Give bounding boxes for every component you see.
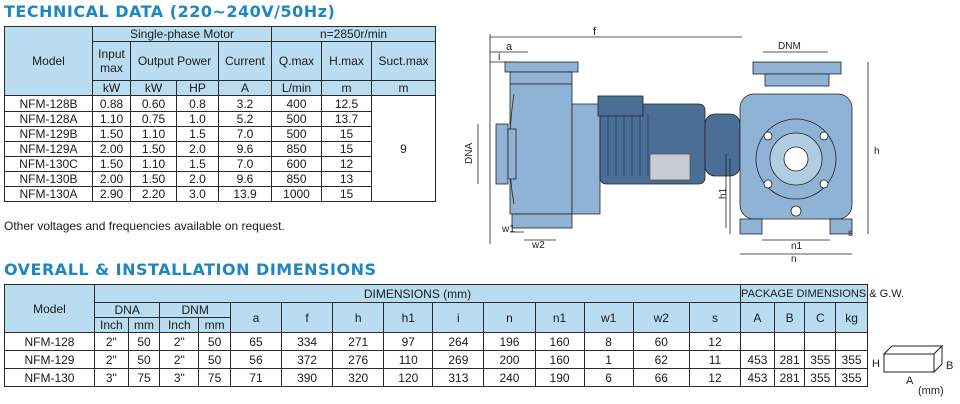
table-row (5, 96, 436, 112)
cell-input: 1.10 (93, 112, 131, 127)
header-s: s (689, 303, 740, 333)
cell-hp: 0.8 (177, 96, 219, 112)
cell-h: 15 (322, 187, 372, 202)
cell-s: 12 (689, 333, 740, 351)
cell-a: 71 (230, 369, 281, 387)
cell-pkg-b: 281 (774, 351, 805, 369)
unit-m: m (322, 81, 372, 96)
cell-i: 269 (433, 351, 484, 369)
cell-kw: 0.60 (131, 96, 177, 112)
label-dna: DNA (464, 142, 475, 164)
cell-h: 15 (322, 127, 372, 142)
technical-data-table (4, 26, 436, 202)
cell-input: 2.00 (93, 172, 131, 187)
cell-model: NFM-130A (5, 187, 93, 202)
cell-model: NFM-130C (5, 157, 93, 172)
cell-model: NFM-129B (5, 127, 93, 142)
cell-q: 400 (272, 96, 322, 112)
label-h1: h1 (718, 187, 729, 199)
cell-kw: 2.20 (131, 187, 177, 202)
header-model: Model (5, 285, 95, 333)
cell-suct: 9 (372, 96, 436, 202)
cell-hp: 2.0 (177, 142, 219, 157)
cell-input: 1.50 (93, 157, 131, 172)
label-h: h (874, 146, 880, 157)
unit-kw: kW (93, 81, 131, 96)
front-view (718, 41, 880, 265)
cell-kg (836, 333, 868, 351)
cell-pkg-b (774, 333, 805, 351)
cell-input: 2.00 (93, 142, 131, 157)
header-kg: kg (836, 303, 868, 333)
cell-pkg-a: 453 (741, 351, 775, 369)
table-row (5, 112, 436, 127)
cell-pkg-c: 355 (805, 351, 836, 369)
unit-m: m (372, 81, 436, 96)
header-i: i (433, 303, 484, 333)
cell-h: 271 (333, 333, 384, 351)
header-output: Output Power (131, 42, 219, 81)
table-row (5, 369, 868, 387)
header-dnm: DNM (160, 303, 231, 318)
cell-i: 313 (433, 369, 484, 387)
cell-dna-in: 2" (94, 333, 128, 351)
dimensions-table (4, 284, 905, 387)
cell-hp: 1.5 (177, 127, 219, 142)
cell-kw: 1.50 (131, 172, 177, 187)
header-model: Model (5, 27, 93, 96)
header-h: h (333, 303, 384, 333)
cell-h: 13 (322, 172, 372, 187)
cell-current: 7.0 (219, 127, 272, 142)
cell-q: 600 (272, 157, 322, 172)
unit-kw: kW (131, 81, 177, 96)
header-w2: w2 (633, 303, 689, 333)
cell-f: 372 (282, 351, 333, 369)
cell-kw: 1.10 (131, 127, 177, 142)
header-pkg-b: B (774, 303, 805, 333)
cell-kw: 0.75 (131, 112, 177, 127)
cell-kg: 355 (836, 369, 868, 387)
cell-h: 12.5 (322, 96, 372, 112)
cell-h1: 110 (384, 351, 433, 369)
table-row (5, 187, 436, 202)
label-n: n (791, 254, 797, 265)
unit-lmin: L/min (272, 81, 322, 96)
table-row (5, 157, 436, 172)
cell-kw: 1.50 (131, 142, 177, 157)
cell-model: NFM-128A (5, 112, 93, 127)
cell-f: 390 (282, 369, 333, 387)
header-h1: h1 (384, 303, 433, 333)
label-dnm: DNM (778, 41, 801, 52)
cell-current: 13.9 (219, 187, 272, 202)
cell-w1: 6 (584, 369, 633, 387)
label-w1: w1 (502, 224, 515, 235)
cell-dnm-in: 2" (160, 351, 199, 369)
table-row (5, 351, 868, 369)
cell-h: 320 (333, 369, 384, 387)
header-dna: DNA (94, 303, 159, 318)
label-w2: w2 (532, 240, 545, 251)
cell-model: NFM-128B (5, 96, 93, 112)
header-current: Current (219, 42, 272, 81)
box-label-a: A (906, 375, 914, 387)
cell-dna-mm: 50 (128, 333, 160, 351)
cell-q: 1000 (272, 187, 322, 202)
cell-input: 2.90 (93, 187, 131, 202)
cell-w2: 62 (633, 351, 689, 369)
cell-h: 12 (322, 157, 372, 172)
cell-w2: 60 (633, 333, 689, 351)
cell-h: 13.7 (322, 112, 372, 127)
cell-model: NFM-129 (5, 351, 95, 369)
cell-dnm-in: 3" (160, 369, 199, 387)
cell-s: 12 (689, 369, 740, 387)
cell-pkg-c (805, 333, 836, 351)
cell-dna-in: 3" (94, 369, 128, 387)
unit-hp: HP (177, 81, 219, 96)
header-a: a (230, 303, 281, 333)
header-suct: Suct.max (372, 42, 436, 81)
cell-model: NFM-130 (5, 369, 95, 387)
cell-i: 264 (433, 333, 484, 351)
box-label-unit: (mm) (918, 385, 944, 397)
cell-model: NFM-129A (5, 142, 93, 157)
unit-inch: Inch (94, 318, 128, 333)
box-label-h: H (872, 358, 880, 370)
cell-q: 500 (272, 112, 322, 127)
dimensions-title: OVERALL & INSTALLATION DIMENSIONS (4, 260, 377, 279)
cell-n: 240 (484, 369, 535, 387)
package-box-diagram (870, 336, 958, 396)
cell-n: 196 (484, 333, 535, 351)
cell-a: 56 (230, 351, 281, 369)
cell-model: NFM-130B (5, 172, 93, 187)
header-w1: w1 (584, 303, 633, 333)
table-row (5, 172, 436, 187)
cell-current: 3.2 (219, 96, 272, 112)
header-speed: n=2850r/min (272, 27, 436, 42)
cell-q: 500 (272, 127, 322, 142)
cell-input: 0.88 (93, 96, 131, 112)
header-f: f (282, 303, 333, 333)
cell-hp: 1.0 (177, 112, 219, 127)
cell-hp: 3.0 (177, 187, 219, 202)
cell-n1: 160 (535, 351, 584, 369)
header-dimensions: DIMENSIONS (mm) (94, 285, 740, 303)
unit-a: A (219, 81, 272, 96)
cell-w1: 1 (584, 351, 633, 369)
label-n1: n1 (791, 241, 803, 252)
header-qmax: Q.max (272, 42, 322, 81)
cell-h: 15 (322, 142, 372, 157)
header-motor: Single-phase Motor (93, 27, 272, 42)
header-pkg-a: A (741, 303, 775, 333)
cell-h1: 97 (384, 333, 433, 351)
cell-model: NFM-128 (5, 333, 95, 351)
cell-s: 11 (689, 351, 740, 369)
cell-current: 7.0 (219, 157, 272, 172)
header-n: n (484, 303, 535, 333)
header-package: PACKAGE DIMENSIONS & G.W. (741, 285, 868, 303)
cell-n: 200 (484, 351, 535, 369)
label-a: a (506, 41, 513, 53)
table-row (5, 127, 436, 142)
cell-hp: 2.0 (177, 172, 219, 187)
side-view (464, 26, 742, 251)
header-pkg-c: C (805, 303, 836, 333)
cell-h1: 120 (384, 369, 433, 387)
cell-current: 9.6 (219, 142, 272, 157)
cell-dnm-mm: 50 (199, 333, 231, 351)
cell-q: 850 (272, 142, 322, 157)
cell-pkg-b: 281 (774, 369, 805, 387)
cell-current: 5.2 (219, 112, 272, 127)
cell-h: 276 (333, 351, 384, 369)
cell-pkg-a: 453 (741, 369, 775, 387)
box-label-b: B (946, 360, 954, 372)
cell-kw: 1.10 (131, 157, 177, 172)
cell-n1: 160 (535, 333, 584, 351)
cell-w1: 8 (584, 333, 633, 351)
unit-inch: Inch (160, 318, 199, 333)
technical-data-title: TECHNICAL DATA (220~240V/50Hz) (4, 2, 336, 21)
label-i: i (498, 51, 501, 63)
pump-drawing (450, 14, 950, 264)
cell-dnm-mm: 50 (199, 351, 231, 369)
table-row (5, 142, 436, 157)
availability-note: Other voltages and frequencies available on request. (4, 219, 285, 233)
cell-dna-mm: 50 (128, 351, 160, 369)
cell-kg: 355 (836, 351, 868, 369)
header-hmax: H.max (322, 42, 372, 81)
cell-n1: 190 (535, 369, 584, 387)
header-input: Input max (93, 42, 131, 81)
cell-pkg-c: 355 (805, 369, 836, 387)
cell-a: 65 (230, 333, 281, 351)
cell-hp: 1.5 (177, 157, 219, 172)
label-f: f (593, 26, 597, 38)
unit-mm: mm (199, 318, 231, 333)
cell-q: 850 (272, 172, 322, 187)
table-row (5, 333, 868, 351)
header-n1: n1 (535, 303, 584, 333)
unit-mm: mm (128, 318, 160, 333)
label-s: s (848, 228, 853, 239)
cell-dnm-in: 2" (160, 333, 199, 351)
cell-current: 9.6 (219, 172, 272, 187)
cell-f: 334 (282, 333, 333, 351)
cell-dna-mm: 75 (128, 369, 160, 387)
cell-w2: 66 (633, 369, 689, 387)
cell-pkg-a (741, 333, 775, 351)
cell-dnm-mm: 75 (199, 369, 231, 387)
cell-dna-in: 2" (94, 351, 128, 369)
cell-input: 1.50 (93, 127, 131, 142)
